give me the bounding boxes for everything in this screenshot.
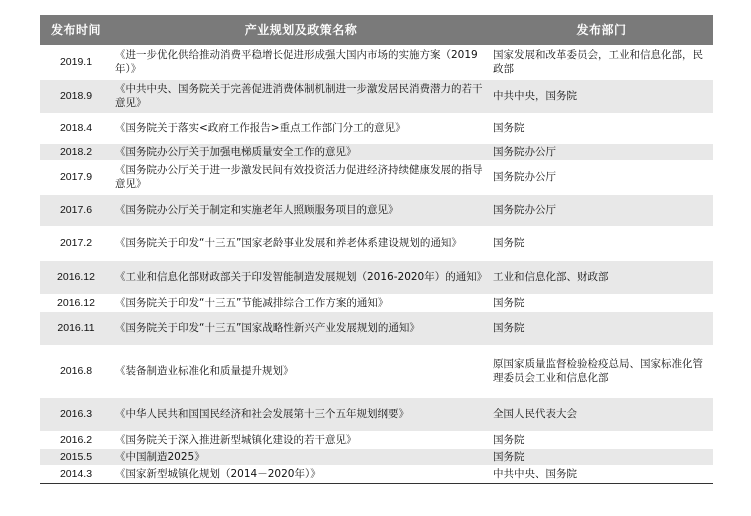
header-row — [40, 15, 713, 45]
row-date: 2016.8 — [59, 365, 93, 377]
table-row — [40, 465, 713, 483]
table-header — [40, 15, 713, 45]
row-department: 工业和信息化部、财政部 — [493, 271, 609, 283]
row-policy-name: 《国家新型城镇化规划（2014－2020年）》 — [115, 468, 321, 480]
row-department: 国务院 — [493, 450, 525, 463]
row-department: 国家发展和改革委员会，工业和信息化部，民政部 — [493, 49, 703, 75]
row-policy-name: 《国务院关于落实<政府工作报告>重点工作部门分工的意见》 — [115, 122, 406, 134]
row-department: 原国家质量监督检验检疫总局、国家标准化管理委员会工业和信息化部 — [493, 358, 703, 384]
row-date: 2016.3 — [59, 408, 93, 420]
row-policy-name: 《中国制造2025》 — [115, 450, 205, 463]
table-body — [40, 45, 713, 483]
row-department: 中共中央、国务院 — [493, 468, 577, 480]
row-policy-name: 《中共中央、国务院关于完善促进消费体制机制进一步激发居民消费潜力的若干意见》 — [115, 83, 483, 109]
table-row — [40, 113, 713, 143]
row-date: 2017.9 — [59, 171, 93, 183]
table-row — [40, 397, 713, 431]
row-department: 国务院 — [493, 433, 525, 446]
row-date: 2014.3 — [59, 468, 93, 480]
row-policy-name: 《国务院关于印发“十三五”国家战略性新兴产业发展规划的通知》 — [115, 322, 420, 334]
table-row — [40, 431, 713, 448]
row-policy-name: 《国务院关于深入推进新型城镇化建设的若干意见》 — [115, 433, 357, 446]
row-policy-name: 《国务院关于印发“十三五”节能减排综合工作方案的通知》 — [115, 296, 389, 309]
row-policy-name: 《国务院办公厅关于加强电梯质量安全工作的意见》 — [115, 145, 357, 158]
row-policy-name: 《工业和信息化部财政部关于印发智能制造发展规划（2016-2020年）的通知》 — [115, 271, 488, 283]
row-department: 国务院 — [493, 322, 525, 334]
row-date: 2015.5 — [59, 450, 93, 463]
row-date: 2018.9 — [59, 90, 93, 102]
row-policy-name: 《国务院关于印发“十三五”国家老龄事业发展和养老体系建设规划的通知》 — [115, 237, 462, 249]
row-policy-name: 《国务院办公厅关于进一步激发民间有效投资活力促进经济持续健康发展的指导意见》 — [115, 164, 483, 190]
row-department: 国务院 — [493, 122, 525, 134]
row-date: 2016.2 — [59, 433, 93, 446]
row-date: 2016.12 — [57, 296, 95, 309]
header-department: 发布部门 — [576, 23, 627, 38]
row-date: 2016.11 — [57, 322, 95, 334]
row-department: 国务院办公厅 — [493, 204, 556, 216]
row-date: 2017.2 — [59, 237, 93, 249]
row-policy-name: 《国务院办公厅关于制定和实施老年人照顾服务项目的意见》 — [115, 204, 399, 216]
table-row — [40, 160, 713, 194]
table-row — [40, 345, 713, 397]
header-policy-name: 产业规划及政策名称 — [244, 23, 358, 38]
row-department: 中共中央，国务院 — [493, 90, 577, 102]
table-row — [40, 79, 713, 113]
row-date: 2018.2 — [59, 145, 93, 158]
table-row — [40, 311, 713, 345]
row-date: 2019.1 — [59, 56, 93, 68]
row-department: 国务院办公厅 — [493, 145, 556, 158]
row-department: 国务院 — [493, 237, 525, 249]
row-date: 2018.4 — [59, 122, 93, 134]
row-department: 国务院 — [493, 296, 525, 309]
row-date: 2016.12 — [57, 271, 95, 283]
table-row — [40, 260, 713, 294]
header-date: 发布时间 — [50, 23, 101, 38]
row-department: 国务院办公厅 — [493, 171, 556, 183]
table-row — [40, 45, 713, 79]
table-row — [40, 143, 713, 160]
row-date: 2017.6 — [59, 204, 93, 216]
policy-table — [40, 15, 713, 484]
row-policy-name: 《中华人民共和国国民经济和社会发展第十三个五年规划纲要》 — [115, 408, 409, 420]
table-row — [40, 226, 713, 260]
row-policy-name: 《装备制造业标准化和质量提升规划》 — [115, 365, 294, 377]
table-row — [40, 294, 713, 311]
table-row — [40, 448, 713, 465]
row-department: 全国人民代表大会 — [493, 408, 577, 420]
row-policy-name: 《进一步优化供给推动消费平稳增长促进形成强大国内市场的实施方案（2019年）》 — [115, 49, 478, 75]
table-row — [40, 194, 713, 226]
